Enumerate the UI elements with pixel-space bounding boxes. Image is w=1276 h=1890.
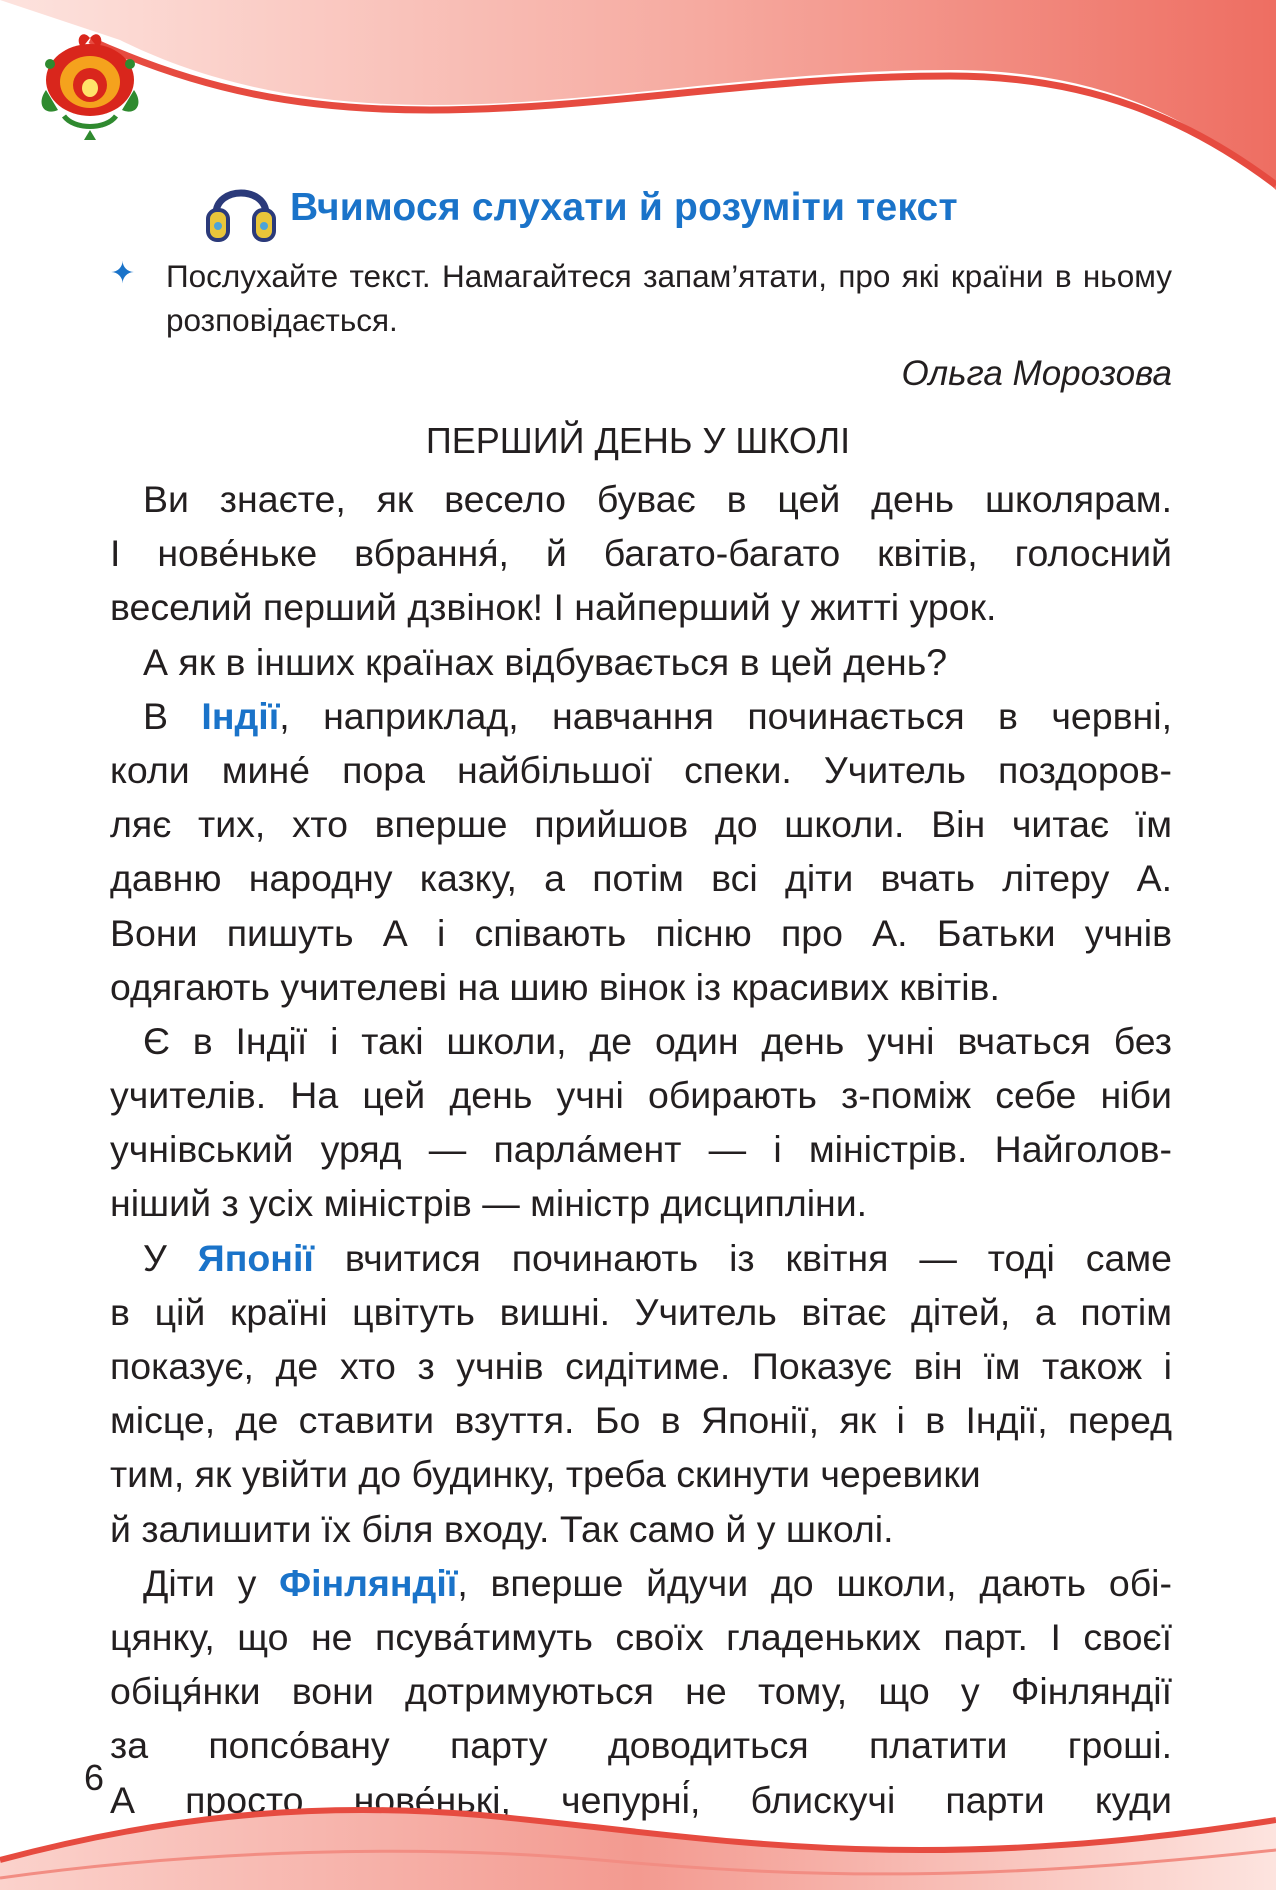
story-line: Діти у Фінляндії, вперше йдучи до школи, дають обі- xyxy=(143,1561,1172,1604)
section-heading xyxy=(206,170,958,246)
task-text: Послухайте текст. Намагайтеся запам’ятати, про які країни в ньому розповідається. xyxy=(166,258,1172,338)
story-line: У Японії вчитися починають із квітня — тоді саме xyxy=(143,1236,1172,1279)
story-line: веселий перший дзвінок! І найперший у житті урок. xyxy=(110,586,997,629)
section-title: Вчимося слухати й розуміти текст xyxy=(290,186,958,229)
story-line: в цій країні цвітуть вишні. Учитель вітає дітей, а потім xyxy=(110,1290,1172,1333)
story-line: місце, де ставити взуття. Бо в Японії, як і в Індії, перед xyxy=(110,1399,1172,1442)
story-line: тим, як увійти до будинку, треба скинути черевики xyxy=(110,1453,981,1496)
story-text xyxy=(110,472,1172,1881)
page-number: 6 xyxy=(84,1757,105,1798)
story-line: Вони пишуть А і співають пісню про А. Батьки учнів xyxy=(110,911,1172,954)
story-line: ніший з усіх міністрів — міністр дисципліни. xyxy=(110,1182,868,1225)
story-line: учнівський уряд — парла́мент — і міністрів. Найголов- xyxy=(110,1128,1172,1171)
story-line: давню народну казку, а потім всі діти вчать літеру А. xyxy=(110,857,1172,900)
story-line: учителів. На цей день учні обирають з-поміж себе ніби xyxy=(110,1074,1172,1117)
task-instruction xyxy=(110,254,1172,342)
story-line: А як в інших країнах відбувається в цей день? xyxy=(143,640,948,683)
headphones-icon xyxy=(206,170,276,246)
country-japan: Японії xyxy=(197,1236,314,1279)
story-line: А просто нове́нькі, чепурні́, блискучі парти куди xyxy=(110,1778,1172,1821)
story-line: Є в Індії і такі школи, де один день учні вчаться без xyxy=(143,1019,1172,1062)
story-line: В Індії, наприклад, навчання починається в червні, xyxy=(143,694,1172,737)
story-line: одягають учителеві на шию вінок із красивих квітів. xyxy=(110,965,1000,1008)
story-line: й залишити їх біля входу. Так само й у школі. xyxy=(110,1507,894,1550)
story-line: за попсо́вану парту доводиться платити гроші. xyxy=(110,1724,1172,1767)
folk-flower-ornament xyxy=(34,30,146,140)
story-line: показує, де хто з учнів сидітиме. Показує він їм також і xyxy=(110,1345,1172,1387)
story-line: коли мине́ пора найбільшої спеки. Учитель поздоров- xyxy=(110,748,1172,791)
story-line: Ви знаєте, як весело буває в цей день школярам. xyxy=(143,478,1172,520)
country-india: Індії xyxy=(201,694,280,737)
story-line: І нове́ньке вбрання́, й багато-багато квітів, голосний xyxy=(110,532,1172,575)
star-bullet-icon: ✦ xyxy=(110,257,136,290)
author-name: Ольга Морозова xyxy=(901,354,1172,393)
story-title: ПЕРШИЙ ДЕНЬ У ШКОЛІ xyxy=(425,420,851,461)
story-line: обіця́нки вони дотримуються не тому, що у Фінляндії xyxy=(110,1670,1172,1713)
story-line: ляє тих, хто вперше прийшов до школи. Він читає їм xyxy=(110,803,1172,846)
bottom-wave-decoration xyxy=(0,1760,1276,1890)
story-line: цянку, що не псува́тимуть своїх гладеньких парт. І своєї xyxy=(110,1615,1172,1658)
country-finland: Фінляндії xyxy=(279,1561,458,1604)
